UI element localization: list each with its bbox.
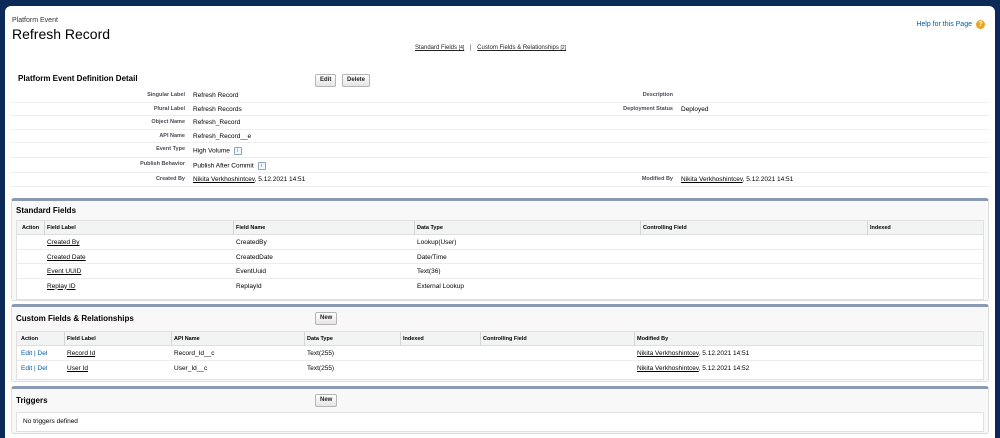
detail-row (11, 89, 989, 103)
plural-label-label: Plural Label (153, 105, 185, 112)
modified-by-label: Modified By (641, 176, 673, 182)
data-type: Text(36) (417, 268, 441, 275)
api-name: User_Id__c (174, 364, 208, 372)
column-header: Controlling Field (643, 225, 687, 231)
related-list-jump-links (415, 45, 566, 51)
table-row (17, 235, 983, 250)
help-link-label[interactable]: Help for this Page (916, 21, 972, 28)
table-header (17, 221, 983, 235)
column-header: Modified By (637, 336, 669, 342)
detail-row (11, 158, 989, 173)
detail-table (11, 89, 989, 187)
created-by-date: , 5.12.2021 14:51 (254, 176, 306, 183)
detail-section (11, 63, 989, 183)
column-header: API Name (174, 336, 200, 342)
event-type-value: High Volume (193, 147, 230, 155)
table-row (17, 250, 983, 265)
info-icon[interactable]: i (234, 147, 242, 155)
created-by-label: Created By (155, 176, 185, 182)
modified-date: , 5.12.2021 14:52 (698, 364, 750, 372)
modified-by-date: , 5.12.2021 14:51 (742, 176, 794, 183)
field-name: CreatedBy (236, 239, 267, 246)
field-label-link[interactable]: User Id (67, 364, 88, 372)
column-header: Indexed (870, 225, 891, 231)
column-header: Controlling Field (483, 336, 527, 342)
edit-link[interactable]: Edit (21, 350, 33, 357)
delete-link[interactable]: Del (37, 350, 48, 357)
detail-row (11, 130, 989, 144)
api-name: Record_Id__c (174, 350, 215, 357)
page (5, 6, 995, 438)
data-type: Date/Time (417, 253, 447, 261)
data-type: Lookup(User) (417, 239, 457, 246)
detail-header (11, 63, 989, 89)
field-label-link[interactable]: Created Date (47, 253, 86, 261)
delete-button[interactable]: Delete (342, 74, 370, 87)
modified-by-user-link[interactable]: Nikita Verkhoshintcev (637, 350, 699, 357)
jump-link-standard-fields[interactable] (415, 45, 464, 51)
modified-by-user-link[interactable]: Nikita Verkhoshintcev (637, 364, 699, 372)
event-type-label: Event Type (156, 146, 185, 152)
created-by-value (193, 176, 305, 183)
deployment-status-label: Deployment Status (623, 105, 673, 112)
detail-row (11, 173, 989, 187)
detail-row (11, 143, 989, 158)
publish-behavior-label: Publish Behavior (140, 161, 185, 167)
column-header: Action (22, 225, 40, 231)
edit-link[interactable]: Edit (21, 364, 33, 372)
standard-fields-section (11, 198, 989, 301)
field-label-link[interactable]: Replay ID (47, 282, 76, 290)
field-name: CreatedDate (236, 253, 273, 261)
field-label-link[interactable]: Event UUID (47, 268, 82, 275)
triggers-table (16, 412, 984, 432)
object-name-value: Refresh_Record (193, 119, 241, 126)
standard-fields-table (16, 220, 984, 300)
delete-link[interactable]: Del (37, 364, 48, 372)
row-actions (21, 350, 47, 357)
field-label-link[interactable]: Record Id (67, 350, 96, 357)
jump-link-label[interactable]: Standard Fields (415, 45, 458, 51)
created-by-user-link[interactable]: Nikita Verkhoshintcev (193, 176, 255, 183)
data-type: Text(255) (307, 364, 335, 372)
column-header: Data Type (417, 225, 443, 231)
detail-row (11, 103, 989, 117)
table-row (17, 279, 983, 294)
jump-link-label[interactable]: Custom Fields & Relationships (477, 45, 559, 51)
plural-label-value: Refresh Records (193, 105, 242, 113)
description-label: Description (642, 92, 673, 98)
publish-behavior-field (193, 162, 266, 170)
custom-fields-table (16, 331, 984, 380)
column-header: Action (21, 336, 39, 342)
table-header (17, 332, 983, 346)
edit-button[interactable]: Edit (315, 74, 336, 87)
field-label-link[interactable]: Created By (47, 239, 80, 246)
api-name-value: Refresh_Record__e (193, 132, 252, 140)
deployment-status-value: Deployed (681, 105, 709, 113)
page-title: Refresh Record (12, 26, 111, 42)
modified-by-user-link[interactable]: Nikita Verkhoshintcev (681, 176, 743, 183)
table-row (17, 346, 983, 361)
column-header: Field Name (236, 225, 266, 231)
publish-behavior-value: Publish After Commit (193, 162, 254, 170)
column-header: Indexed (403, 336, 424, 342)
column-header: Field Label (67, 336, 96, 342)
modified-by (637, 350, 749, 357)
triggers-title: Triggers (16, 396, 48, 405)
jump-link-count: [2] (560, 45, 567, 51)
action-separator: | (34, 364, 36, 372)
field-name: EventUuid (236, 268, 266, 275)
new-custom-field-button[interactable]: New (315, 312, 337, 325)
triggers-section (11, 386, 989, 434)
data-type: Text(255) (307, 350, 335, 357)
column-header: Field Label (47, 225, 76, 231)
object-name-label: Object Name (151, 119, 185, 125)
table-row (17, 361, 983, 376)
detail-title: Platform Event Definition Detail (18, 74, 138, 83)
field-name: ReplayId (236, 282, 262, 290)
standard-fields-title: Standard Fields (16, 206, 77, 215)
modified-date: , 5.12.2021 14:51 (698, 350, 750, 357)
page-eyebrow: Platform Event (12, 17, 58, 24)
data-type: External Lookup (417, 282, 464, 290)
api-name-label: API Name (159, 132, 185, 139)
help-link[interactable] (916, 20, 985, 29)
column-header: Data Type (307, 336, 333, 342)
modified-by (637, 365, 749, 372)
info-icon[interactable]: i (258, 162, 266, 170)
jump-link-count: [4] (458, 45, 465, 51)
custom-fields-title: Custom Fields & Relationships (16, 314, 134, 323)
singular-label-value: Refresh Record (193, 92, 239, 99)
jump-link-separator: | (469, 45, 472, 51)
table-row (17, 264, 983, 279)
new-trigger-button[interactable]: New (315, 394, 337, 407)
detail-row (11, 116, 989, 130)
row-actions (21, 365, 47, 372)
jump-link-custom-fields[interactable] (477, 45, 566, 51)
event-type-field (193, 147, 242, 155)
singular-label-label: Singular Label (147, 92, 185, 98)
action-separator: | (34, 350, 36, 357)
empty-state-text: No triggers defined (23, 418, 78, 425)
custom-fields-section (11, 304, 989, 382)
modified-by-value (681, 176, 793, 183)
help-icon[interactable]: ? (976, 20, 985, 29)
